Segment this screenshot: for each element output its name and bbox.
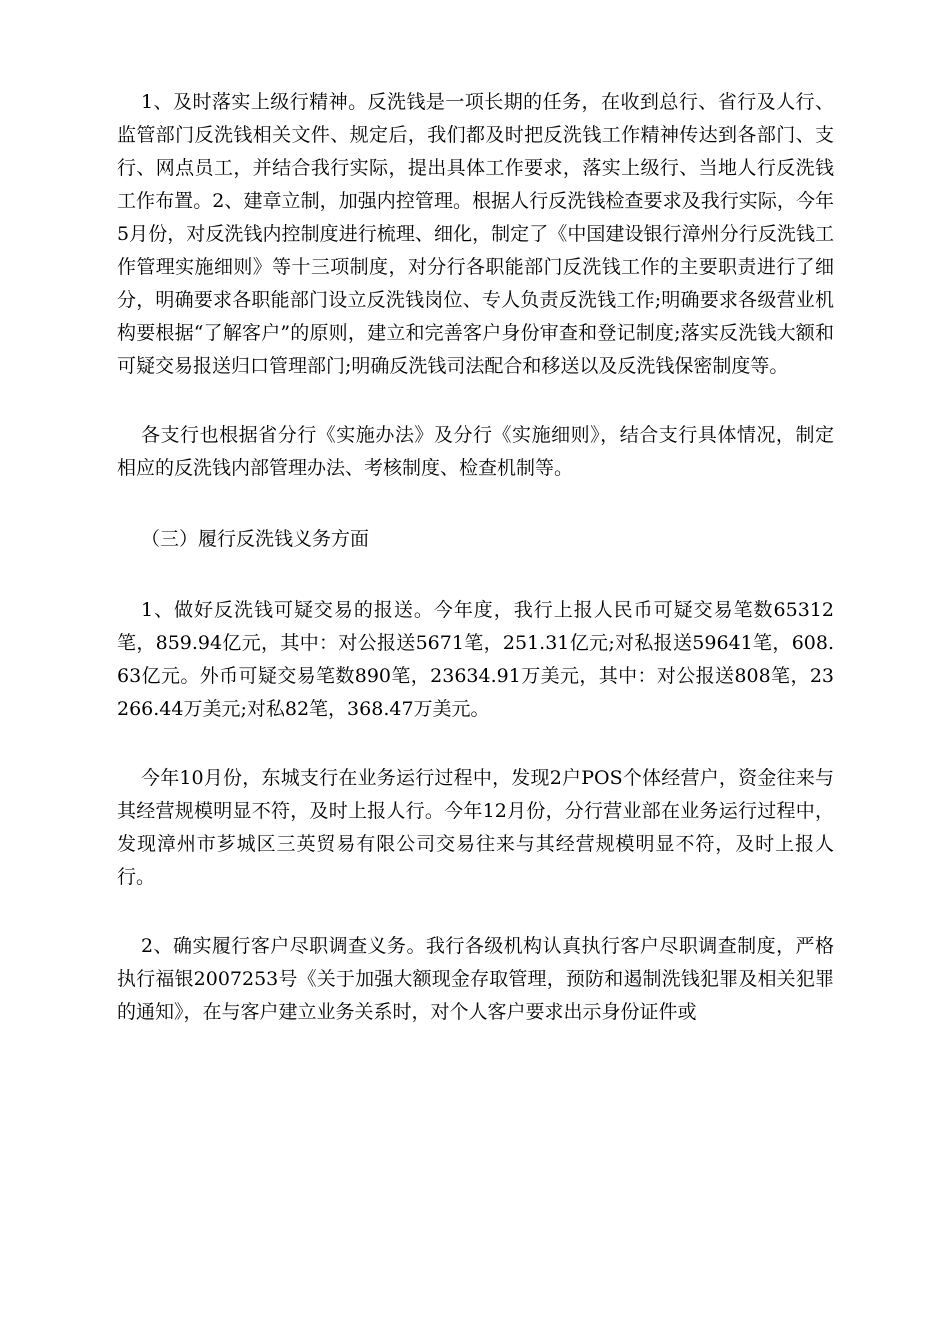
paragraph-suspicious-reports: 1、做好反洗钱可疑交易的报送。今年度，我行上报人民币可疑交易笔数65312笔，859.94亿元，其中：对公报送5671笔，251.31亿元;对私报送59641笔，608.63亿元。外币可疑交易笔数890笔，23634.91万美元，其中：对公报送808笔，23266.44万美元;对私82笔，368.47万美元。 <box>117 599 834 720</box>
paragraph-branch-measures: 各支行也根据省分行《实施办法》及分行《实施细则》，结合支行具体情况，制定相应的反洗钱内部管理办法、考核制度、检查机制等。 <box>117 424 834 479</box>
section-heading-obligations: （三）履行反洗钱义务方面 <box>141 528 370 550</box>
paragraph-due-diligence: 2、确实履行客户尽职调查义务。我行各级机构认真执行客户尽职调查制度，严格执行福银2007253号《关于加强大额现金存取管理，预防和遏制洗钱犯罪及相关犯罪的通知》，在与客户建立业务关系时，对个人客户要求出示身份证件或 <box>117 935 834 1023</box>
paragraph-internal-control: 1、及时落实上级行精神。反洗钱是一项长期的任务，在收到总行、省行及人行、监管部门反洗钱相关文件、规定后，我们都及时把反洗钱工作精神传达到各部门、支行、网点员工，并结合我行实际，提出具体工作要求，落实上级行、当地人行反洗钱工作布置。2、建章立制，加强内控管理。根据人行反洗钱检查要求及我行实际，今年5月份，对反洗钱内控制度进行梳理、细化，制定了《中国建设银行漳州分行反洗钱工作管理实施细则》等十三项制度，对分行各职能部门反洗钱工作的主要职责进行了细分，明确要求各职能部门设立反洗钱岗位、专人负责反洗钱工作;明确要求各级营业机构要根据“了解客户”的原则，建立和完善客户身份审查和登记制度;落实反洗钱大额和可疑交易报送归口管理部门;明确反洗钱司法配合和移送以及反洗钱保密制度等。 <box>117 91 834 377</box>
document-body <box>117 86 834 1029</box>
paragraph-case-reports: 今年10月份，东城支行在业务运行过程中，发现2户POS个体经营户，资金往来与其经营规模明显不符，及时上报人行。今年12月份，分行营业部在业务运行过程中，发现漳州市芗城区三英贸易有限公司交易往来与其经营规模明显不符，及时上报人行。 <box>117 767 834 888</box>
